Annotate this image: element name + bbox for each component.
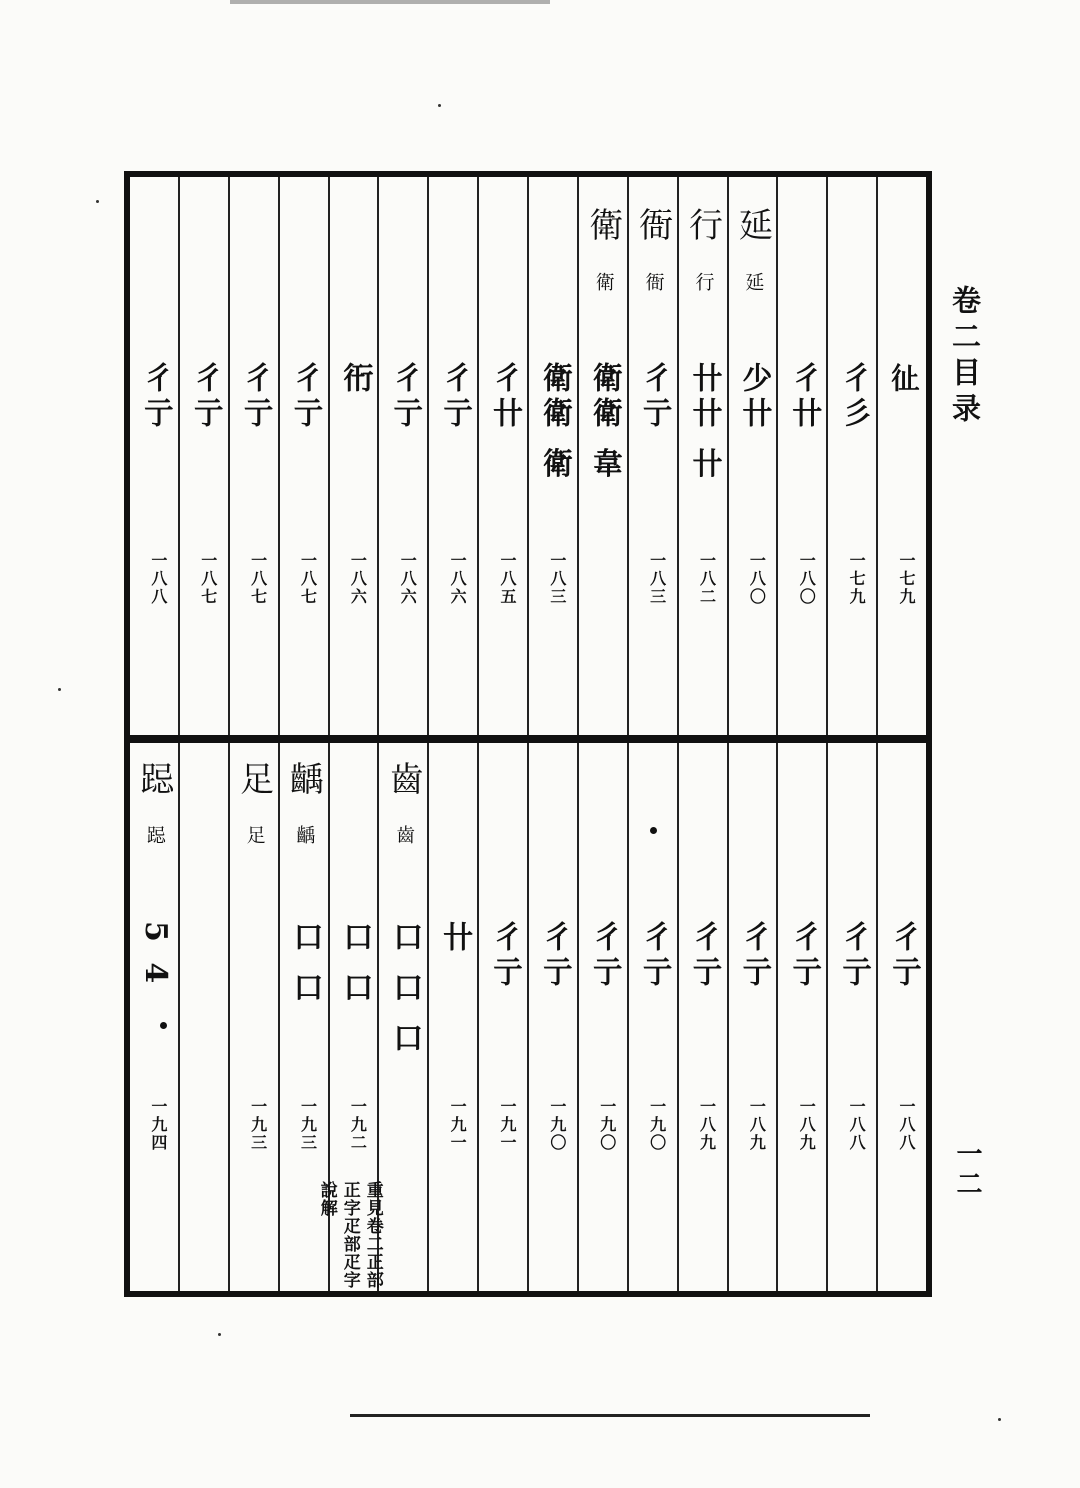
oracle-form: 彳亍	[437, 362, 473, 432]
entry-number: 一九三	[298, 1098, 318, 1152]
table-column	[627, 177, 677, 735]
oracle-form: 口 口 口	[387, 921, 423, 1057]
table-column	[477, 743, 527, 1291]
head-character: 跽	[133, 761, 174, 799]
head-character: 衛	[582, 207, 623, 245]
table-column	[727, 177, 777, 735]
oracle-form: 口 口	[337, 921, 373, 1007]
entry-number: 一八八	[847, 1098, 867, 1152]
page-number: 一二	[952, 1140, 982, 1200]
oracle-form: 彳亍	[287, 362, 323, 432]
table-column	[527, 743, 577, 1291]
oracle-form: 少卄	[736, 362, 772, 432]
band-divider	[130, 735, 926, 743]
oracle-form: 彳亍	[636, 921, 672, 991]
oracle-form: 卄	[437, 921, 473, 956]
oracle-form: 𢓊	[886, 362, 921, 397]
table-column	[776, 177, 826, 735]
entry-number: 一八八	[897, 1098, 916, 1152]
entry-number: 一八七	[198, 552, 218, 606]
oracle-form: 彳亍	[586, 921, 622, 991]
head-character: 齲	[283, 761, 324, 799]
table-column	[776, 743, 826, 1291]
entry-number: 一九〇	[647, 1098, 667, 1152]
modern-form: 衙	[642, 272, 665, 294]
oracle-form: 卄卄 卄	[686, 362, 722, 483]
entry-number: 一八九	[697, 1098, 717, 1152]
entry-number: 一八二	[697, 552, 717, 606]
table-column	[826, 743, 876, 1291]
bottom-band	[130, 743, 926, 1291]
oracle-form: 衛衛 衛	[536, 362, 572, 483]
ink-dot	[160, 1022, 167, 1029]
table-column	[627, 743, 677, 1291]
table-column	[527, 177, 577, 735]
ink-dot	[650, 827, 657, 834]
entry-number: 一九三	[248, 1098, 268, 1152]
entry-number: 一九二	[348, 1098, 368, 1152]
oracle-form: 彳亍	[187, 362, 223, 432]
oracle-form: 彳亍	[137, 362, 173, 432]
table-column	[727, 743, 777, 1291]
entry-number: 一七九	[847, 552, 867, 606]
scan-speck	[218, 1333, 221, 1336]
entry-number: 一九四	[148, 1098, 168, 1152]
oracle-form: 口 口	[287, 921, 323, 1007]
oracle-form: 彳亍	[487, 921, 522, 991]
entry-number: 一八七	[298, 552, 318, 606]
oracle-form: 彳亍	[786, 921, 822, 991]
oracle-form: 彳彡	[836, 362, 872, 432]
scan-speck	[438, 104, 441, 107]
entry-number: 一九〇	[547, 1098, 567, 1152]
table-column	[427, 177, 477, 735]
modern-form: 延	[742, 272, 765, 294]
table-column	[228, 177, 278, 735]
scan-speck	[96, 200, 99, 203]
entry-number: 一八八	[148, 552, 168, 606]
modern-form: 足	[243, 825, 266, 847]
oracle-form: 彳亍	[886, 921, 921, 991]
scan-speck	[58, 688, 61, 691]
index-table	[124, 171, 932, 1297]
table-column	[377, 743, 427, 1291]
head-character: 足	[233, 761, 274, 799]
oracle-form: 彳亍	[387, 362, 423, 432]
table-column	[677, 743, 727, 1291]
entry-number: 一九〇	[597, 1098, 617, 1152]
table-column	[477, 177, 527, 735]
entry-number: 一八〇	[797, 552, 817, 606]
entry-number: 一八六	[448, 552, 468, 606]
entry-number: 一八九	[797, 1098, 817, 1152]
table-column	[178, 743, 228, 1291]
head-character: 衙	[632, 207, 673, 245]
oracle-form: 衎	[337, 362, 373, 397]
modern-form: 齒	[393, 825, 416, 847]
oracle-form: 彳亍	[536, 921, 572, 991]
table-column	[876, 177, 926, 735]
table-column	[328, 177, 378, 735]
entry-number: 一七九	[897, 552, 916, 606]
table-column	[130, 743, 178, 1291]
entry-number: 一八七	[248, 552, 268, 606]
volume-title: 卷二目录	[948, 285, 982, 429]
modern-form: 跽	[143, 825, 166, 847]
oracle-form: 彳卄	[487, 362, 522, 432]
oracle-form: 5 4	[137, 921, 173, 989]
top-edge-mark	[230, 0, 550, 4]
head-character: 齒	[383, 761, 424, 799]
modern-form: 衛	[592, 272, 615, 294]
entry-number: 一八六	[398, 552, 418, 606]
modern-form: 齲	[293, 825, 316, 847]
table-column	[178, 177, 228, 735]
table-column	[577, 177, 627, 735]
cross-reference-note: 重見卷二正部正字疋部疋字說解	[316, 1181, 383, 1289]
oracle-form: 彳亍	[736, 921, 772, 991]
oracle-form: 彳卄	[786, 362, 822, 432]
entry-number: 一八六	[348, 552, 368, 606]
oracle-form: 衛衛 韋	[586, 362, 622, 483]
top-band	[130, 177, 926, 735]
entry-number: 一九一	[448, 1098, 468, 1152]
entry-number: 一八三	[647, 552, 667, 606]
oracle-form: 彳亍	[686, 921, 722, 991]
table-column	[427, 743, 477, 1291]
table-column	[577, 743, 627, 1291]
table-column	[876, 743, 926, 1291]
table-column	[677, 177, 727, 735]
table-column	[130, 177, 178, 735]
entry-number: 一八三	[547, 552, 567, 606]
oracle-form: 彳亍	[636, 362, 672, 432]
scan-speck	[998, 1418, 1001, 1421]
modern-form: 行	[692, 272, 715, 294]
head-character: 行	[682, 207, 723, 245]
entry-number: 一八九	[747, 1098, 767, 1152]
entry-number: 一九一	[498, 1098, 517, 1152]
entry-number: 一八五	[498, 552, 517, 606]
entry-number: 一八〇	[747, 552, 767, 606]
oracle-form: 彳亍	[836, 921, 872, 991]
table-column	[377, 177, 427, 735]
bottom-edge-line	[350, 1414, 870, 1417]
table-column	[278, 177, 328, 735]
table-column	[826, 177, 876, 735]
head-character: 延	[732, 207, 773, 245]
oracle-form: 彳亍	[237, 362, 273, 432]
